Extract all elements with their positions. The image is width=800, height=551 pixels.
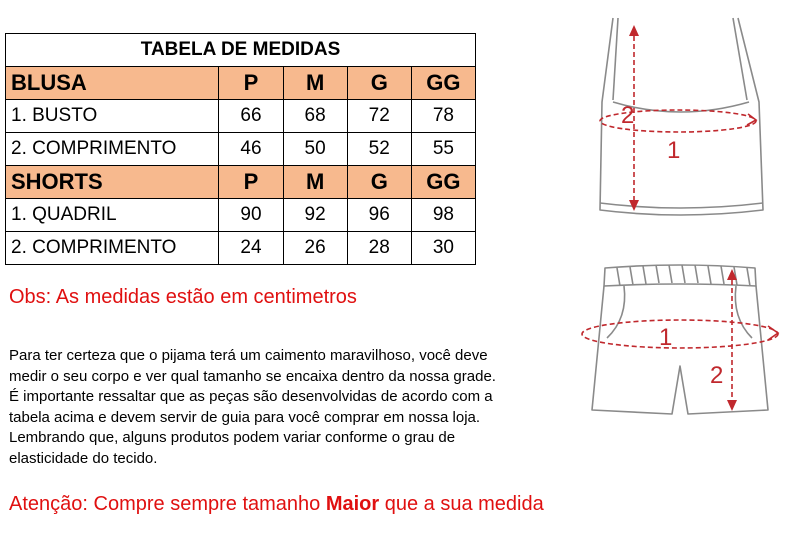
shorts-label-2: 2 — [710, 362, 724, 389]
size-header: GG — [411, 166, 475, 199]
table-title-row — [6, 34, 476, 67]
cell-value: 50 — [283, 133, 347, 166]
size-header: P — [219, 67, 283, 100]
cell-value: 92 — [283, 199, 347, 232]
tank-top-label-2: 2 — [621, 102, 635, 129]
cell-value: 55 — [411, 133, 475, 166]
size-header: M — [283, 67, 347, 100]
paragraph-line: elasticidade do tecido. — [9, 449, 158, 467]
cell-value: 68 — [283, 100, 347, 133]
paragraph-line: tabela acima e devem servir de guia para você comprar em nossa loja. — [9, 408, 481, 426]
section-name: BLUSA — [6, 67, 219, 100]
size-header: GG — [411, 67, 475, 100]
size-header: M — [283, 166, 347, 199]
cell-value: 30 — [411, 232, 475, 265]
section-header-blusa — [6, 67, 476, 100]
cell-value: 98 — [411, 199, 475, 232]
table-row — [6, 199, 476, 232]
table-title: TABELA DE MEDIDAS — [6, 34, 476, 67]
paragraph-line: medir o seu corpo e ver qual tamanho se encaixa dentro da nossa grade. — [9, 367, 496, 385]
size-warning — [9, 493, 544, 516]
table-row — [6, 100, 476, 133]
section-header-shorts — [6, 166, 476, 199]
size-header: G — [347, 67, 411, 100]
tank-top-label-1: 1 — [667, 137, 681, 164]
fit-instructions — [9, 346, 569, 470]
size-header: P — [219, 166, 283, 199]
section-name: SHORTS — [6, 166, 219, 199]
measurement-note: Obs: As medidas estão em centimetros — [9, 286, 357, 308]
cell-value: 26 — [283, 232, 347, 265]
warning-text-end: que a sua medida — [379, 493, 544, 515]
table-row — [6, 232, 476, 265]
shorts-length-arrow-bottom — [727, 400, 737, 411]
cell-value: 96 — [347, 199, 411, 232]
cell-value: 46 — [219, 133, 283, 166]
cell-value: 52 — [347, 133, 411, 166]
paragraph-line: Lembrando que, alguns produtos podem variar conforme o grau de — [9, 429, 456, 447]
size-table — [5, 33, 476, 265]
warning-text: Atenção: Compre sempre tamanho — [9, 493, 326, 515]
cell-value: 28 — [347, 232, 411, 265]
tank-top-hem — [600, 203, 763, 208]
row-label: 1. QUADRIL — [6, 199, 219, 232]
shorts-label-1: 1 — [659, 324, 673, 351]
cell-value: 78 — [411, 100, 475, 133]
warning-emphasis: Maior — [325, 493, 380, 515]
paragraph-line: Para ter certeza que o pijama terá um caimento maravilhoso, você deve — [9, 347, 488, 364]
shorts-diagram — [572, 258, 782, 428]
tank-top-strap-inner-right — [733, 18, 747, 100]
cell-value: 72 — [347, 100, 411, 133]
size-header: G — [347, 166, 411, 199]
cell-value: 90 — [219, 199, 283, 232]
hip-arrow-head — [768, 326, 778, 340]
table-row — [6, 133, 476, 166]
shorts-pocket-right — [735, 286, 752, 338]
length-arrow-top — [629, 25, 639, 36]
shorts-outline — [592, 286, 768, 414]
cell-value: 24 — [219, 232, 283, 265]
row-label: 2. COMPRIMENTO — [6, 232, 219, 265]
paragraph-line: É importante ressaltar que as peças são desenvolvidas de acordo com a — [9, 388, 493, 406]
shorts-pocket-left — [607, 286, 625, 338]
tank-top-diagram — [585, 10, 780, 222]
row-label: 1. BUSTO — [6, 100, 219, 133]
row-label: 2. COMPRIMENTO — [6, 133, 219, 166]
tank-top-strap-inner-left — [613, 18, 618, 100]
cell-value: 66 — [219, 100, 283, 133]
